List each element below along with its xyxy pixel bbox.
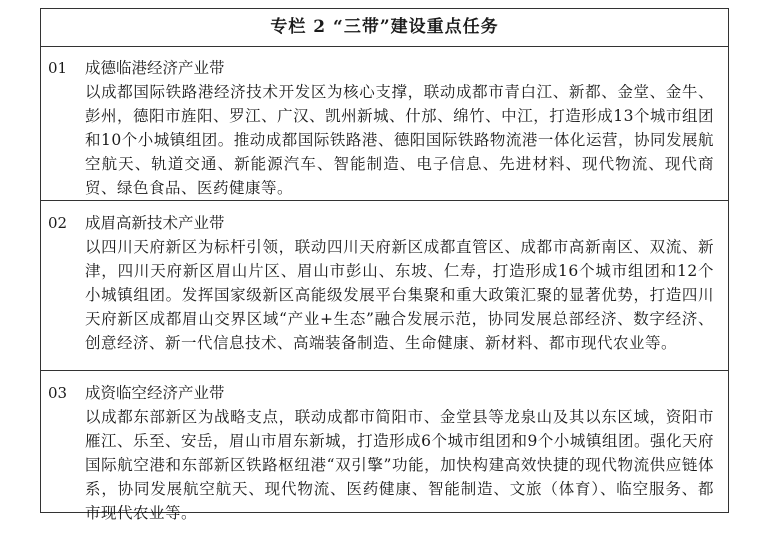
section-03 bbox=[41, 371, 728, 522]
section-number: 03 bbox=[48, 384, 68, 402]
section-title: 成眉高新技术产业带 bbox=[85, 214, 225, 232]
feature-box bbox=[40, 8, 729, 522]
section-content bbox=[85, 211, 714, 355]
section-body: 以四川天府新区为标杆引领，联动四川天府新区成都直管区、成都市高新南区、双流、新津，四川天府新区眉山片区、眉山市彭山、东坡、仁寿，打造形成16个城市组团和12个小城镇组团。发挥国家级新区高能级发展平台集聚和重大政策汇聚的显著优势，打造四川天府新区成都眉山交界区域“产业+生态”融合发展示范，协同发展总部经济、数字经济、创意经济、新一代信息技术、高端装备制造、生命健康、新材料、都市现代农业等。 bbox=[85, 238, 714, 352]
section-number: 01 bbox=[48, 59, 68, 77]
box-title: 专栏 2 “三带”建设重点任务 bbox=[41, 9, 728, 47]
section-number: 02 bbox=[48, 214, 68, 232]
section-content bbox=[85, 381, 714, 525]
section-title: 成德临港经济产业带 bbox=[85, 59, 225, 77]
section-content bbox=[85, 56, 714, 200]
section-body: 以成都国际铁路港经济技术开发区为核心支撑，联动成都市青白江、新都、金堂、金牛、彭州，德阳市旌阳、罗江、广汉、凯州新城、什邡、绵竹、中江，打造形成13个城市组团和10个小城镇组团。推动成都国际铁路港、德阳国际铁路物流港一体化运营，协同发展航空航天、轨道交通、新能源汽车、智能制造、电子信息、先进材料、现代物流、现代商贸、绿色食品、医药健康等。 bbox=[85, 83, 714, 197]
section-body: 以成都东部新区为战略支点，联动成都市简阳市、金堂县等龙泉山及其以东区域，资阳市雁江、乐至、安岳，眉山市眉东新城，打造形成6个城市组团和9个小城镇组团。强化天府国际航空港和东部新区铁路枢纽港“双引擎”功能，加快构建高效快捷的现代物流供应链体系，协同发展航空航天、现代物流、医药健康、智能制造、文旅（体育）、临空服务、都市现代农业等。 bbox=[85, 408, 714, 522]
section-02 bbox=[41, 201, 728, 371]
section-01 bbox=[41, 46, 728, 201]
section-title: 成资临空经济产业带 bbox=[85, 384, 225, 402]
